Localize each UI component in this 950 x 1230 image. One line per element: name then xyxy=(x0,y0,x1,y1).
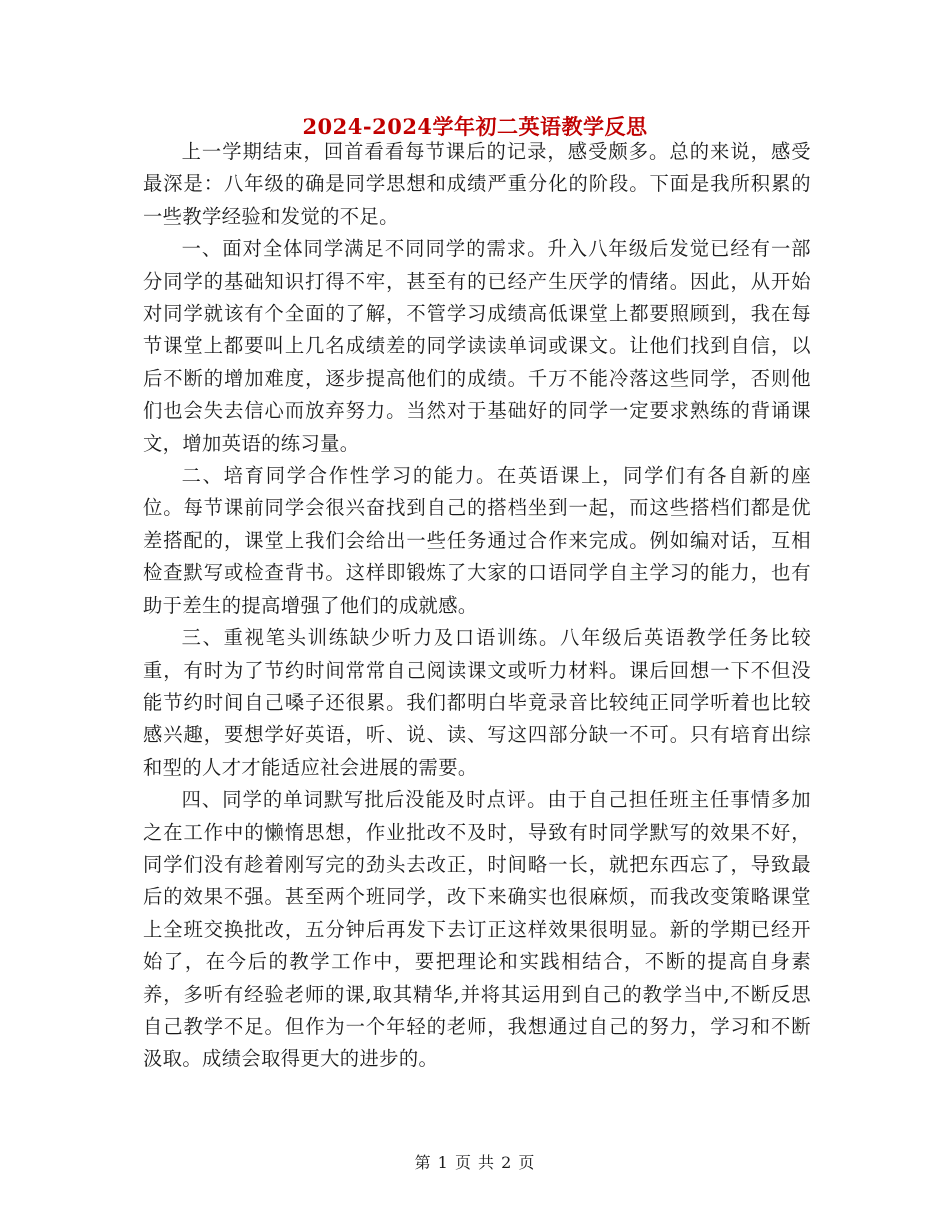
paragraph-section-4: 四、同学的单词默写批后没能及时点评。由于自己担任班主任事情多加之在工作中的懒惰思想，作业批改不及时，导致有时同学默写的效果不好，同学们没有趁着刚写完的劲头去改正，时间略一长，就把东西忘了，导致最后的效果不强。甚至两个班同学，改下来确实也很麻烦，而我改变策略课堂上全班交换批改，五分钟后再发下去订正这样效果很明显。新的学期已经开始了，在今后的教学工作中，要把理论和实践相结合，不断的提高自身素养，多听有经验老师的课,取其精华,并将其运用到自己的教学当中,不断反思自己教学不足。但作为一个年轻的老师，我想通过自己的努力，学习和不断汲取。成绩会取得更大的进步的。 xyxy=(143,788,811,1071)
paragraph-section-3: 三、重视笔头训练缺少听力及口语训练。八年级后英语教学任务比较重，有时为了节约时间常常自己阅读课文或听力材料。课后回想一下不但没能节约时间自己嗓子还很累。我们都明白毕竟录音比较纯正同学听着也比较感兴趣，要想学好英语，听、说、读、写这四部分缺一不可。只有培育出综和型的人才才能适应社会进展的需要。 xyxy=(143,626,811,779)
paragraph-intro: 上一学期结束，回首看看每节课后的记录，感受颇多。总的来说，感受最深是：八年级的确是同学思想和成绩严重分化的阶段。下面是我所积累的一些教学经验和发觉的不足。 xyxy=(143,140,811,228)
document-body xyxy=(143,136,811,1076)
document-title: 2024-2024学年初二英语教学反思 xyxy=(302,114,648,139)
paragraph-section-2: 二、培育同学合作性学习的能力。在英语课上，同学们有各自新的座位。每节课前同学会很兴奋找到自己的搭档坐到一起，而这些搭档们都是优差搭配的，课堂上我们会给出一些任务通过合作来完成。例如编对话，互相检查默写或检查背书。这样即锻炼了大家的口语同学自主学习的能力，也有助于差生的提高增强了他们的成就感。 xyxy=(143,464,811,617)
paragraph-section-1: 一、面对全体同学满足不同同学的需求。升入八年级后发觉已经有一部分同学的基础知识打得不牢，甚至有的已经产生厌学的情绪。因此，从开始对同学就该有个全面的了解，不管学习成绩高低课堂上都要照顾到，我在每节课堂上都要叫上几名成绩差的同学读读单词或课文。让他们找到自信，以后不断的增加难度，逐步提高他们的成绩。千万不能冷落这些同学，否则他们也会失去信心而放弃努力。当然对于基础好的同学一定要求熟练的背诵课文，增加英语的练习量。 xyxy=(143,237,811,455)
page-footer: 第 1 页 共 2 页 xyxy=(414,1153,536,1172)
